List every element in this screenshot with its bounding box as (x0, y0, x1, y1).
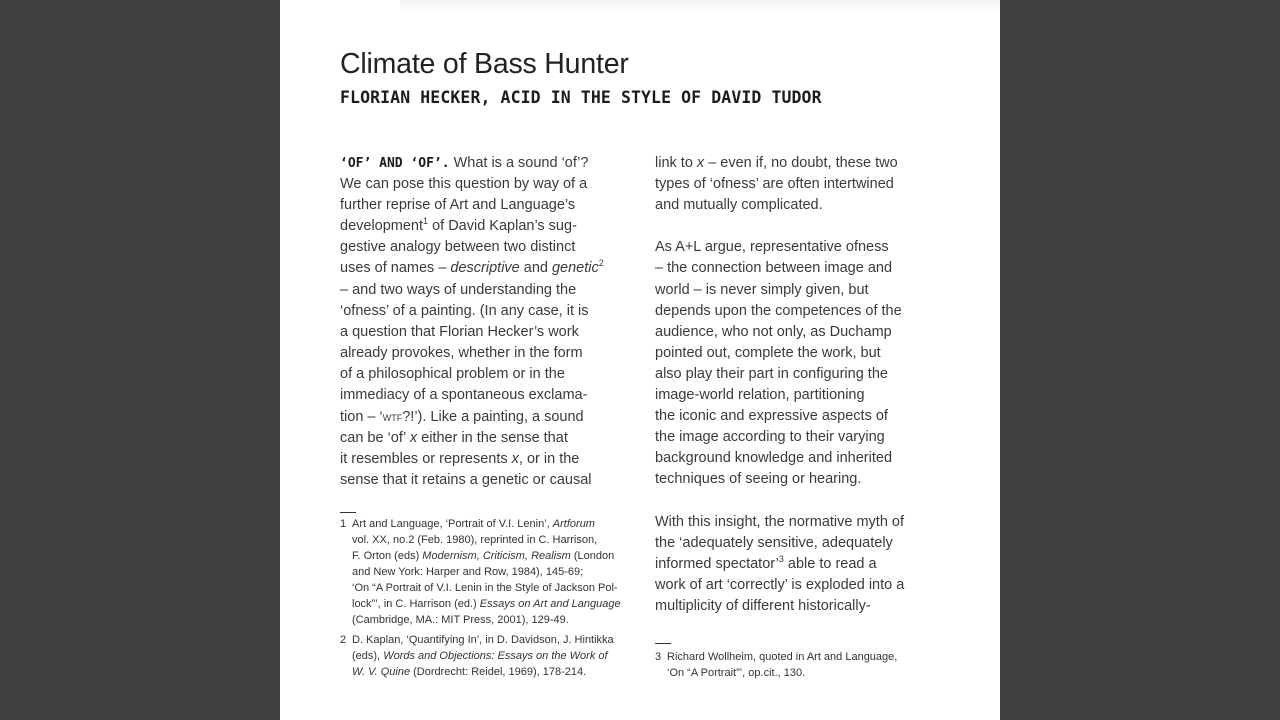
article-title: Climate of Bass Hunter (340, 48, 629, 80)
paragraph (655, 153, 955, 216)
text-line: sense that it retains a genetic or causal (340, 472, 592, 489)
text-line: tion – ‘wtf?!’). Like a painting, a sound (340, 409, 584, 426)
text-line: audience, who not only, as Duchamp (655, 323, 892, 340)
body-column-left (340, 153, 630, 492)
text-line: types of ‘ofness’ are often intertwined (655, 176, 894, 193)
body-column-right (655, 153, 955, 617)
text-line: uses of names – descriptive and genetic$^2$ (340, 258, 604, 277)
text-line: We can pose this question by way of a (340, 176, 588, 193)
footnote-ref: 1 (423, 216, 429, 227)
footnotes-right (655, 649, 955, 685)
document-page (280, 0, 1000, 720)
text-line: techniques of seeing or hearing. (655, 471, 862, 488)
text-line: background knowledge and inherited (655, 450, 893, 467)
run-in-heading: ‘OF’ AND ‘OF’. (340, 156, 450, 171)
footnote: 1 Art and Language, ‘Portrait of V.I. Lenin’, Artforum vol. XX, no.2 (Feb. 1980), reprinted in C. Harrison, F. Orton (eds) Modernism, Criticism, Realism (London and New York: Harper and Row, 1984), 145-69; ‘On “A Portrait of V.I. Lenin in the Style of Jackson Pol- lock”’, in C. Harrison (ed.) Essays on Art and Language (Cambridge, MA.: MIT Press, 2001), 129-49. (340, 518, 621, 626)
text-line: gestive analogy between two distinct (340, 239, 576, 256)
text-line: informed spectator’$^3$ able to read a (655, 553, 877, 572)
text-line: can be ‘of’ x either in the sense that (340, 430, 568, 447)
text-line: also play their part in configuring the (655, 365, 888, 382)
text-line: already provokes, whether in the form (340, 344, 583, 361)
text-line: depends upon the competences of the (655, 302, 902, 319)
text-line: of a philosophical problem or in the (340, 365, 565, 382)
text-line: link to x – even if, no doubt, these two (655, 155, 898, 171)
paragraph (655, 237, 955, 490)
text-line: further reprise of Art and Language’s (340, 197, 576, 214)
footnote-rule (340, 512, 356, 513)
text-line: – and two ways of understanding the (340, 281, 577, 298)
text-line: the image according to their varying (655, 429, 885, 446)
paragraph (655, 512, 955, 617)
footnote: 3 Richard Wollheim, quoted in Art and Language, ‘On “A Portrait”’, op.cit., 130. (655, 651, 898, 679)
text-line: development$^1$ of David Kaplan’s sug- (340, 216, 577, 235)
footnote-number: 1 (340, 518, 347, 530)
text-line: image-world relation, partitioning (655, 387, 865, 404)
text-line: the ‘adequately sensitive, adequately (655, 534, 893, 551)
text-line: immediacy of a spontaneous exclama- (340, 387, 588, 404)
text-line: a question that Florian Hecker’s work (340, 323, 579, 340)
text-line: and mutually complicated. (655, 197, 823, 214)
text-line: it resembles or represents x, or in the (340, 451, 580, 468)
text-line: ‘ofness’ of a painting. (In any case, it is (340, 302, 589, 319)
text-line: work of art ‘correctly’ is exploded into a (655, 576, 905, 593)
text-line: multiplicity of different historically- (655, 597, 871, 614)
footnote-rule (655, 643, 671, 644)
footnote: 2 D. Kaplan, ‘Quantifying In’, in D. Davidson, J. Hintikka (eds), Words and Objections: Essays on the Work of W. V. Quine (Dordrecht: Reidel, 1969), 178-214. (340, 634, 614, 678)
footnote-number: 2 (340, 634, 347, 646)
text-line: As A+L argue, representative ofness (655, 239, 889, 256)
text-line: pointed out, complete the work, but (655, 344, 881, 361)
article-subtitle: FLORIAN HECKER, ACID IN THE STYLE OF DAVID TUDOR (340, 88, 822, 107)
text-line: – the connection between image and (655, 260, 893, 277)
text-line: With this insight, the normative myth of (655, 513, 905, 530)
footnotes-left (340, 516, 630, 684)
footnote-number: 3 (655, 651, 662, 663)
text-line: ‘OF’ AND ‘OF’. What is a sound ‘of’? (340, 155, 589, 171)
text-line: the iconic and expressive aspects of (655, 408, 888, 425)
page-top-shadow (400, 0, 1000, 12)
footnote-ref: 3 (778, 553, 784, 564)
text-line: world – is never simply given, but (655, 281, 869, 298)
footnote-ref: 2 (598, 258, 604, 269)
